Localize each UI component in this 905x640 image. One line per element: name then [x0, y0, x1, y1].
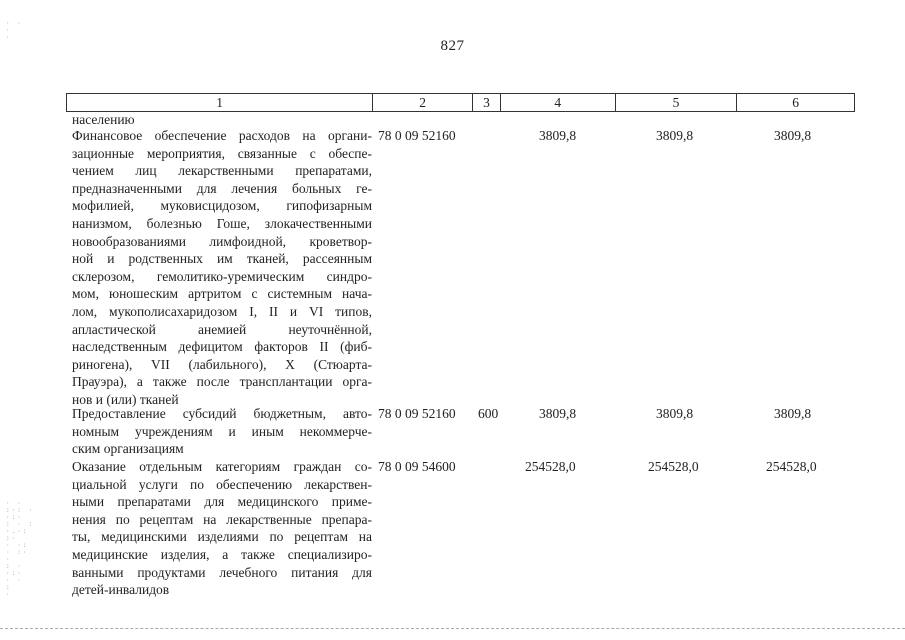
description-line: чением лиц лекарственными препаратами,	[72, 163, 372, 179]
expense-type: 600	[478, 406, 499, 421]
description-line: ными препаратами для медицинского приме-	[72, 494, 372, 510]
description-line: детей-инвалидов	[72, 582, 170, 598]
scan-noise: · · · ·	[6, 20, 23, 41]
description-line: Предоставление субсидий бюджетным, авто-	[72, 406, 372, 421]
description-line: ной и родственных им тканей, рассеянным	[72, 251, 372, 267]
table-header	[66, 93, 855, 112]
header-col-6: 6	[792, 94, 800, 110]
description-line: медицинские изделия, а также специализиро-	[72, 546, 372, 562]
description-line: ванными продуктами лечебного питания для	[72, 564, 372, 580]
row-description	[72, 405, 372, 458]
description-line: лом, мукополисахаридозом I, II и VI типов,	[72, 303, 372, 319]
value-col-5: 3809,8	[656, 128, 694, 143]
page-edge-line	[0, 628, 905, 629]
header-col-5: 5	[616, 94, 738, 111]
value-col-4: 3809,8	[539, 128, 577, 143]
target-code: 78 0 09 52160	[378, 128, 456, 143]
value-col-4: 3809,8	[539, 406, 577, 421]
description-line: Оказание отдельным категориям граждан со-	[72, 459, 372, 474]
description-line: нения по рецептам на лекарственные препара-	[72, 511, 372, 527]
description-line: Прауэра), а также после трансплантации орга-	[72, 374, 372, 390]
value-col-6: 254528,0	[766, 459, 817, 474]
value-col-5: 3809,8	[656, 406, 694, 421]
description-line: зационные мероприятия, связанные с обеспе-	[72, 145, 372, 161]
header-col-1: 1	[67, 94, 373, 111]
description-line: наследственным дефицитом факторов II (фиб-	[72, 339, 372, 355]
description-line: ты, медицинскими изделиями по рецептам на	[72, 529, 372, 545]
description-line: апластической анемией неуточнённой,	[72, 321, 372, 337]
description-line: мом, юношеским артритом с системным нача-	[72, 286, 372, 302]
description-line: нов и (или) тканей	[72, 391, 179, 407]
row-description	[72, 127, 372, 409]
page-number: 827	[440, 38, 465, 54]
value-col-6: 3809,8	[774, 128, 812, 143]
description-line: нанизмом, болезнью Гоше, злокачественными	[72, 215, 372, 231]
description-line: номным учреждениям и иным некоммерче-	[72, 423, 372, 439]
target-code: 78 0 09 52160	[378, 406, 456, 421]
description-line: склерозом, гемолитико-уремическим синдро-	[72, 268, 372, 284]
continuation-text: населению	[72, 112, 135, 127]
row-description	[72, 458, 372, 599]
description-line: предназначенными для лечения больных ге-	[72, 180, 372, 196]
value-col-6: 3809,8	[774, 406, 812, 421]
description-line: новообразованиями лимфоидной, кроветвор-	[72, 233, 372, 249]
description-line: мофилией, муковисцидозом, гипофизарным	[72, 198, 372, 214]
description-line: риногена), VII (лабильного), X (Стюарта-	[72, 356, 372, 372]
description-line: циальной услуги по обеспечению лекарствен-	[72, 476, 372, 492]
target-code: 78 0 09 54600	[378, 459, 456, 474]
value-col-4: 254528,0	[525, 459, 576, 474]
description-line: Финансовое обеспечение расходов на органи-	[72, 128, 372, 143]
description-line: ским организациям	[72, 441, 184, 457]
header-col-2: 2	[373, 94, 473, 111]
header-col-4: 4	[501, 94, 616, 111]
value-col-5: 254528,0	[648, 459, 699, 474]
header-col-3: 3	[473, 94, 501, 111]
scan-noise: · · :·: · ·:· : · : ·.·: :· · ·: · :· · : · ·:· · · : ·	[6, 500, 35, 598]
